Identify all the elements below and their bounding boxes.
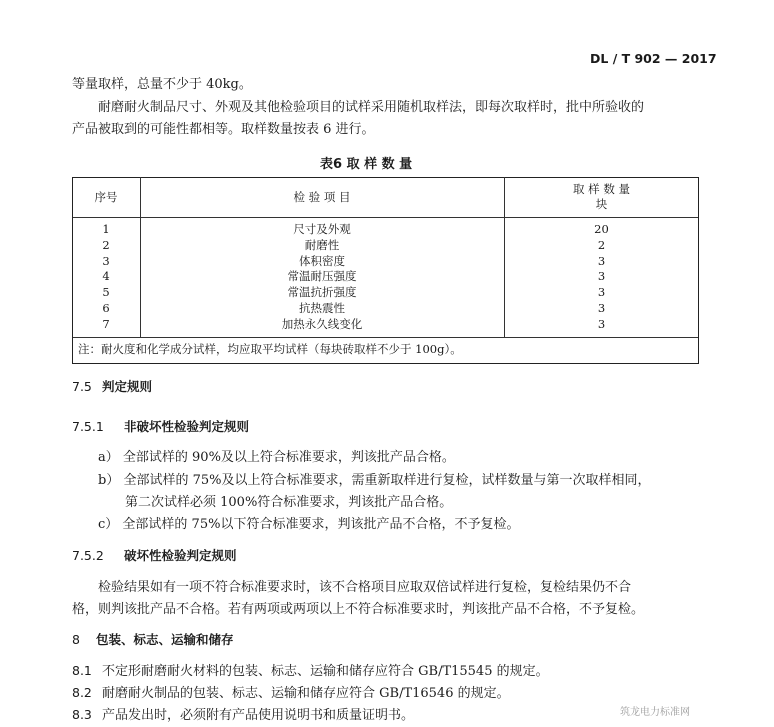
row-item: 常温耐压强度: [287, 269, 357, 284]
row-no: 4: [102, 269, 110, 284]
table-note: 注：耐火度和化学成分试样，均应取平均试样（每块砖取样不少于 100g）。: [72, 337, 699, 360]
list-item-label: b）: [98, 473, 120, 488]
sampling-quantity-table: [72, 177, 699, 360]
section-7-5-2-heading: [72, 546, 237, 564]
clause-number: 8.1: [72, 663, 92, 678]
paragraph-line: 格，则判该批产品不合格。若有两项或两项以上不符合标准要求时，判该批产品不合格，不予复检。: [72, 602, 645, 617]
intro-paragraph-line2: 产品被取到的可能性都相等。取样数量按表 6 进行。: [72, 122, 375, 137]
section-number: 7.5.1: [72, 419, 104, 434]
row-item: 抗热震性: [299, 300, 345, 315]
header-qty-line1: 取 样 数 量: [573, 182, 630, 196]
section-number: 8: [72, 632, 80, 647]
row-qty: 3: [597, 269, 606, 284]
table-row: [72, 301, 699, 317]
list-item-continuation: 第二次试样必须 100%符合标准要求，判该批产品合格。: [125, 495, 453, 510]
clause-text: 耐磨耐火制品的包装、标志、运输和储存应符合 GB/T16546 的规定。: [102, 686, 510, 701]
clause-8-1: [72, 660, 549, 683]
row-no: 5: [102, 285, 110, 300]
row-item: 尺寸及外观: [293, 222, 351, 236]
header-qty: [504, 177, 699, 218]
standard-code: DL / T 902 — 2017: [590, 51, 717, 66]
row-item: 常温抗折强度: [287, 285, 357, 300]
table-row: [72, 317, 699, 337]
list-item: [98, 470, 651, 492]
row-qty: 3: [597, 253, 606, 268]
section-title: 判定规则: [102, 379, 153, 394]
section-7-5-heading: [72, 377, 152, 395]
row-no: 3: [102, 253, 110, 268]
list-item-label: c）: [98, 517, 119, 532]
table-row: [72, 218, 699, 238]
clause-8-2: [72, 682, 510, 705]
row-qty: 20: [594, 222, 609, 236]
row-no: 2: [102, 237, 110, 252]
table-note-row: [72, 337, 699, 360]
row-no: 7: [102, 316, 110, 331]
row-no: 1: [102, 222, 110, 236]
row-qty: 2: [597, 237, 606, 252]
section-8-heading: [72, 630, 234, 648]
row-qty: 3: [597, 285, 606, 300]
section-7-5-1-heading: [72, 417, 249, 435]
row-item: 加热永久线变化: [281, 316, 363, 331]
table-caption: 表6 取 样 数 量: [320, 157, 413, 172]
row-item: 耐磨性: [304, 237, 340, 252]
list-item-text: 全部试样的 75%及以上符合标准要求，需重新取样进行复检，试样数量与第一次取样相同，: [123, 473, 651, 488]
section-title: 包装、标志、运输和储存: [96, 632, 234, 647]
paragraph-line: 检验结果如有一项不符合标准要求时，该不合格项目应取双倍试样进行复检，复检结果仍不合: [98, 580, 632, 595]
row-qty: 3: [597, 300, 606, 315]
clause-number: 8.3: [72, 707, 92, 722]
intro-paragraph-line1: 耐磨耐火制品尺寸、外观及其他检验项目的试样采用随机取样法，即每次取样时，批中所验收的: [98, 100, 645, 115]
list-item: [98, 447, 455, 469]
table-row: [72, 269, 699, 285]
watermark: 筑龙电力标准网: [620, 707, 690, 718]
clause-8-3: [72, 704, 414, 727]
list-item: [98, 514, 519, 536]
table-header-row: [72, 177, 699, 218]
header-qty-unit: 块: [595, 197, 608, 211]
section-title: 非破坏性检验判定规则: [124, 419, 250, 434]
section-title: 破坏性检验判定规则: [124, 548, 237, 563]
list-item-text: 全部试样的 90%及以上符合标准要求，判该批产品合格。: [122, 450, 455, 465]
section-number: 7.5.2: [72, 548, 104, 563]
row-no: 6: [102, 300, 110, 315]
table-row: [72, 238, 699, 254]
list-item-label: a）: [98, 450, 119, 465]
column-divider: [504, 177, 505, 338]
row-item: 体积密度: [299, 253, 345, 268]
list-item-text: 全部试样的 75%以下符合标准要求，判该批产品不合格，不予复检。: [122, 517, 520, 532]
table-row: [72, 285, 699, 301]
row-qty: 3: [597, 316, 606, 331]
clause-text: 产品发出时，必须附有产品使用说明书和质量证明书。: [102, 708, 415, 723]
table-row: [72, 254, 699, 270]
header-item: 检 验 项 目: [140, 177, 504, 218]
intro-line: 等量取样，总量不少于 40kg。: [72, 77, 252, 92]
clause-number: 8.2: [72, 685, 92, 700]
section-number: 7.5: [72, 379, 92, 394]
column-divider: [140, 177, 141, 338]
header-no: 序号: [72, 177, 140, 218]
clause-text: 不定形耐磨耐火材料的包装、标志、运输和储存应符合 GB/T15545 的规定。: [102, 664, 549, 679]
